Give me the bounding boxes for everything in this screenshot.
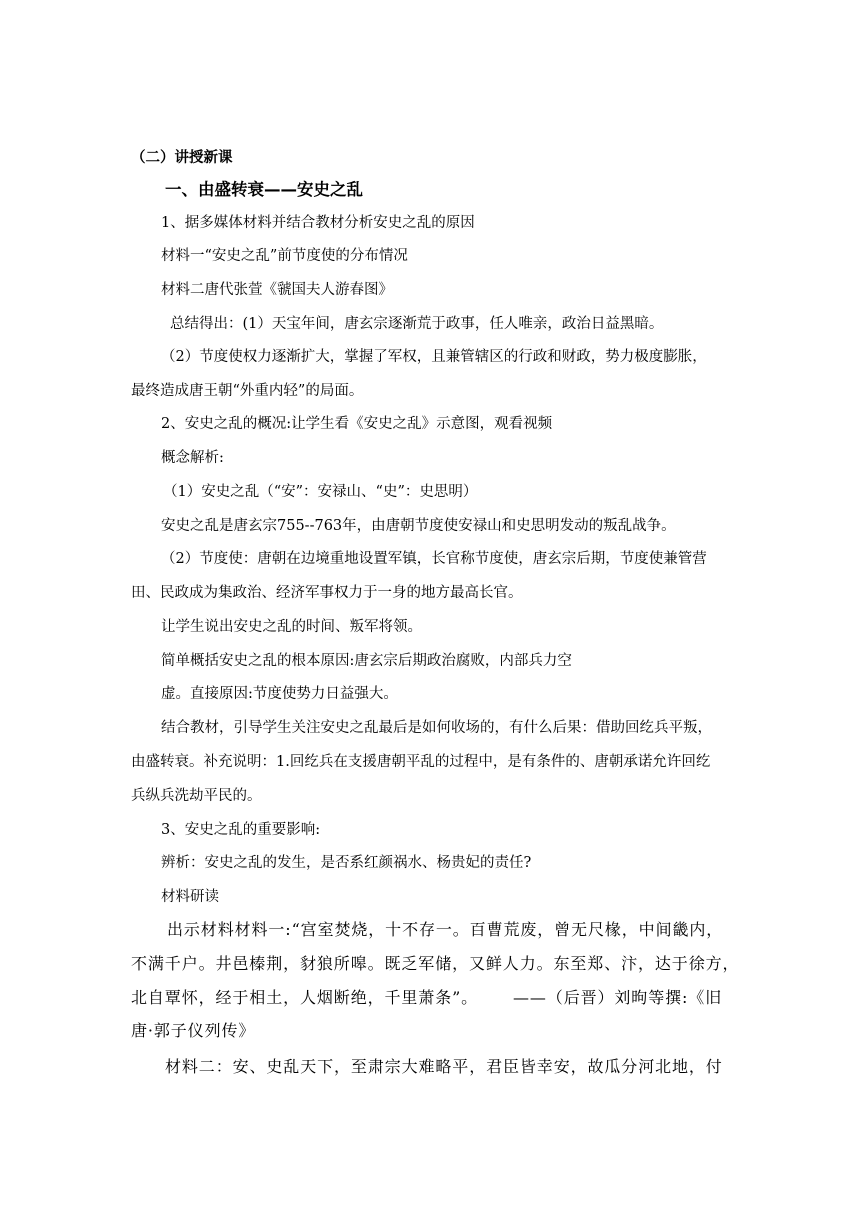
paragraph-summary-two-continued: 最终造成唐王朝“外重内轻”的局面。 <box>131 383 364 399</box>
paragraph-material-reading: 材料研读 <box>161 889 219 905</box>
paragraph-summary-one: 总结得出：(1）天宝年间，唐玄宗逐渐荒于政事，任人唯亲，政治日益黑暗。 <box>170 316 664 332</box>
paragraph-debate: 辨析：安史之乱的发生，是否系红颜祸水、杨贵妃的责任? <box>161 855 532 871</box>
quotation-source: ——（后晋）刘昫等撰:《旧 <box>513 988 723 1007</box>
paragraph-causes-task: 1、据多媒体材料并结合教材分析安史之乱的原因 <box>161 215 475 231</box>
paragraph-material-one: 材料一“安史之乱”前节度使的分布情况 <box>161 248 408 264</box>
paragraph-overview: 2、安史之乱的概况:让学生看《安史之乱》示意图，观看视频 <box>161 416 553 432</box>
quotation-source-continued: 唐·郭子仪列传》 <box>131 1021 256 1040</box>
paragraph-jiedushi: （2）节度使：唐朝在边境重地设置军镇，长官称节度使，唐玄宗后期，节度使兼管营 <box>161 551 707 567</box>
paragraph-consequences: 结合教材，引导学生关注安史之乱最后是如何收场的，有什么后果：借助回纥兵平叛， <box>161 720 712 736</box>
quotation-material-two: 材料二：安、史乱天下，至肃宗大难略平，君臣皆幸安，故瓜分河北地，付 <box>165 1057 723 1076</box>
paragraph-direct-cause: 虚。直接原因:节度使势力日益强大。 <box>161 686 398 702</box>
paragraph-consequences-end: 兵纵兵洗劫平民的。 <box>131 788 262 804</box>
quotation-material-one: 出示材料材料一:“宫室焚烧，十不存一。百曹荒废，曾无尺椽，中间畿内， <box>167 920 724 939</box>
section-title: （二）讲授新课 <box>131 150 233 166</box>
paragraph-root-cause: 简单概括安史之乱的根本原因:唐玄宗后期政治腐败，内部兵力空 <box>161 653 572 669</box>
paragraph-impact: 3、安史之乱的重要影响: <box>161 822 321 838</box>
paragraph-an-shi-definition: 安史之乱是唐玄宗755--763年，由唐朝节度使安禄山和史思明发动的叛乱战争。 <box>161 518 676 534</box>
paragraph-an-shi-definition-title: （1）安史之乱（“安”：安禄山、“史”：史思明） <box>163 484 478 500</box>
heading-an-shi-rebellion: 一、由盛转衰——安史之乱 <box>165 180 363 199</box>
paragraph-jiedushi-continued: 田、民政成为集政治、经济军事权力于一身的地方最高长官。 <box>131 585 523 601</box>
paragraph-consequences-continued: 由盛转衰。补充说明：1.回纥兵在支援唐朝平乱的过程中，是有条件的、唐朝承诺允许回纥 <box>131 754 711 770</box>
paragraph-student-question: 让学生说出安史之乱的时间、叛军将领。 <box>161 619 422 635</box>
paragraph-material-two: 材料二唐代张萱《虢国夫人游春图》 <box>161 282 393 298</box>
paragraph-summary-two: （2）节度使权力逐渐扩大，掌握了军权，且兼管辖区的行政和财政，势力极度膨胀， <box>161 349 707 365</box>
quotation-material-one-line-two: 不满千户。井邑榛荆，豺狼所嗥。既乏军储，又鲜人力。东至郑、汴，达于徐方， <box>131 954 740 973</box>
quotation-material-one-line-three: 北自覃怀，经于相土，人烟断绝，千里萧条”。 <box>131 988 479 1007</box>
paragraph-concept-analysis: 概念解析: <box>161 450 224 466</box>
